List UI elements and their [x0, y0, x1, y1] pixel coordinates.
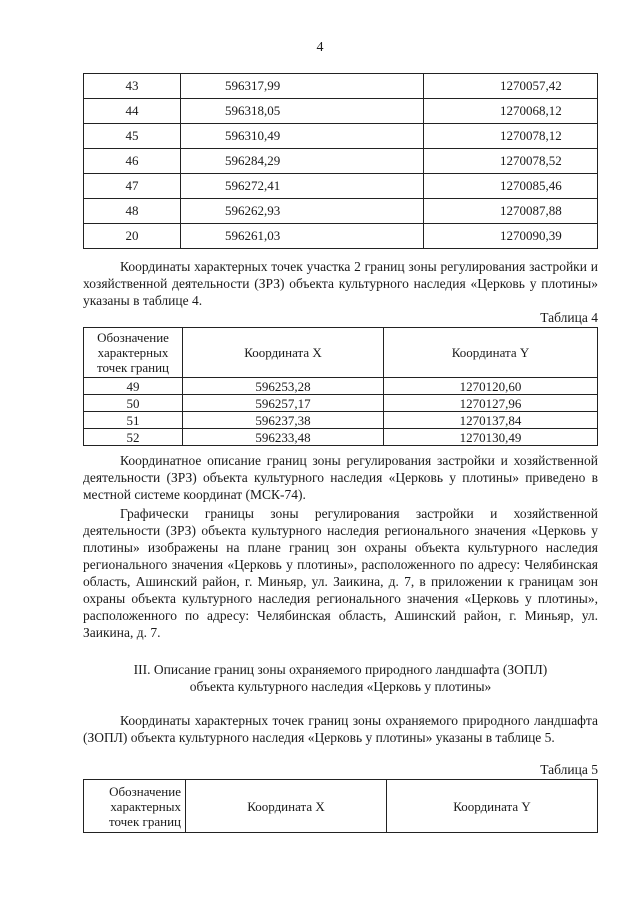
- coordinate-y-cell: 1270090,39: [424, 224, 598, 249]
- table4-header-designation: Обозначение характерных точек границ: [84, 328, 183, 378]
- table-row: [84, 224, 598, 249]
- table-row: [84, 429, 598, 446]
- table5-caption: Таблица 5: [540, 762, 598, 777]
- coordinate-y-cell: 1270078,52: [424, 149, 598, 174]
- coordinate-x-cell: 596237,38: [183, 412, 384, 429]
- coordinate-y-cell: 1270085,46: [424, 174, 598, 199]
- table5-header-y: Координата Y: [387, 780, 598, 833]
- coordinate-y-cell: 1270130,49: [384, 429, 598, 446]
- coordinate-y-cell: 1270057,42: [424, 74, 598, 99]
- table4-header-x: Координата X: [183, 328, 384, 378]
- table-row: [84, 395, 598, 412]
- paragraph-coordinate-system: Координатное описание границ зоны регулирования застройки и хозяйственной деятельности (ЗРЗ) объекта культурного наследия «Церковь у плотины» приведено в местной системе координат (МСК-74).: [83, 453, 598, 502]
- paragraph-zrz-section2-intro: Координаты характерных точек участка 2 границ зоны регулирования застройки и хозяйственной деятельности (ЗРЗ) объекта культурного наследия «Церковь у плотины» указаны в таблице 4.: [83, 259, 598, 308]
- coordinate-x-cell: 596262,93: [181, 199, 424, 224]
- section3-heading-line2: объекта культурного наследия «Церковь у плотины»: [189, 679, 492, 694]
- coordinates-table-4: [83, 327, 598, 446]
- point-number-cell: 49: [84, 378, 183, 395]
- coordinate-y-cell: 1270120,60: [384, 378, 598, 395]
- coordinates-table-3-continued: [83, 73, 598, 249]
- coordinate-x-cell: 596253,28: [183, 378, 384, 395]
- table4-header-y: Координата Y: [384, 328, 598, 378]
- point-number-cell: 44: [84, 99, 181, 124]
- table-row: [84, 174, 598, 199]
- table-row: [84, 124, 598, 149]
- coordinate-y-cell: 1270068,12: [424, 99, 598, 124]
- point-number-cell: 47: [84, 174, 181, 199]
- table-row: [84, 378, 598, 395]
- point-number-cell: 20: [84, 224, 181, 249]
- coordinate-x-cell: 596310,49: [181, 124, 424, 149]
- table-row: [84, 99, 598, 124]
- point-number-cell: 48: [84, 199, 181, 224]
- table-row: [84, 412, 598, 429]
- paragraph-graphic-boundaries: Графически границы зоны регулирования застройки и хозяйственной деятельности (ЗРЗ) объекта культурного наследия регионального значения «Церковь у плотины» изображены на плане границ зон охраны объекта культурного наследия регионального значения «Церковь у плотины», расположенного по адресу: Челябинская область, Ашинский район, г. Миньяр, ул. Заикина, д. 7, в приложении к границам зон охраны объекта культурного наследия регионального значения «Церковь у плотины», расположенного по адресу: Челябинская область, Ашинский район, г. Миньяр, ул. Заикина, д. 7.: [83, 506, 598, 640]
- coordinate-x-cell: 596261,03: [181, 224, 424, 249]
- table4-caption: Таблица 4: [540, 310, 598, 325]
- coordinate-x-cell: 596284,29: [181, 149, 424, 174]
- coordinate-x-cell: 596272,41: [181, 174, 424, 199]
- coordinates-table-5: [83, 779, 598, 833]
- point-number-cell: 46: [84, 149, 181, 174]
- point-number-cell: 51: [84, 412, 183, 429]
- point-number-cell: 52: [84, 429, 183, 446]
- table5-header-designation: Обозначение характерных точек границ: [84, 780, 186, 833]
- coordinate-x-cell: 596318,05: [181, 99, 424, 124]
- coordinate-x-cell: 596233,48: [183, 429, 384, 446]
- table5-header-x: Координата X: [186, 780, 387, 833]
- coordinate-x-cell: 596317,99: [181, 74, 424, 99]
- table-row: [84, 74, 598, 99]
- coordinate-x-cell: 596257,17: [183, 395, 384, 412]
- coordinate-y-cell: 1270087,88: [424, 199, 598, 224]
- coordinate-y-cell: 1270137,84: [384, 412, 598, 429]
- table-row: [84, 199, 598, 224]
- point-number-cell: 45: [84, 124, 181, 149]
- point-number-cell: 43: [84, 74, 181, 99]
- paragraph-zopl-intro: Координаты характерных точек границ зоны охраняемого природного ландшафта (ЗОПЛ) объекта культурного наследия «Церковь у плотины» указаны в таблице 5.: [83, 713, 598, 745]
- section3-heading-line1: III. Описание границ зоны охраняемого природного ландшафта (ЗОПЛ): [133, 662, 548, 677]
- point-number-cell: 50: [84, 395, 183, 412]
- table-row: [84, 149, 598, 174]
- coordinate-y-cell: 1270078,12: [424, 124, 598, 149]
- page-number: 4: [316, 40, 324, 55]
- coordinate-y-cell: 1270127,96: [384, 395, 598, 412]
